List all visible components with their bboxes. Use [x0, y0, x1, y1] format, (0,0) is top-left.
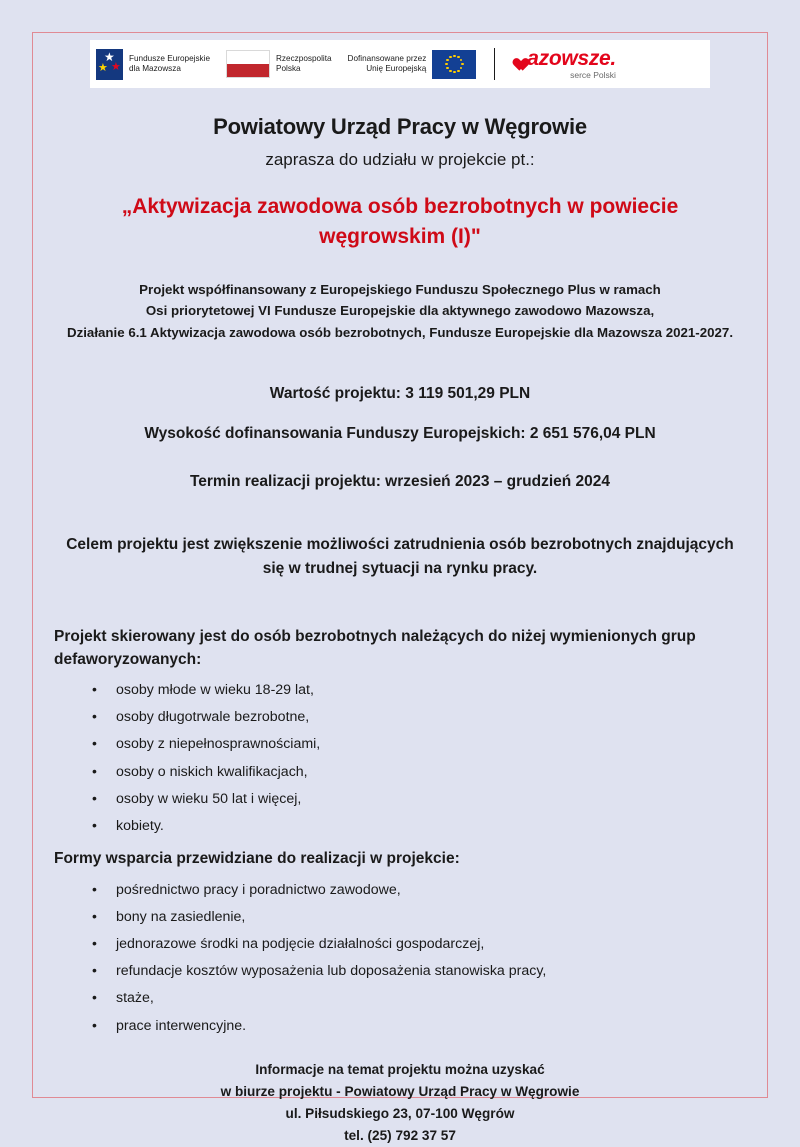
project-value: Wartość projektu: 3 119 501,29 PLN	[269, 385, 531, 403]
list-item: • refundacje kosztów wyposażenia lub doposażenia stanowiska pracy,	[116, 964, 756, 978]
invitation-line: zaprasza do udziału w projekcie pt.:	[265, 150, 535, 169]
list-item: • staże,	[116, 991, 756, 1005]
mazowsze-tagline: serce Polski	[570, 70, 616, 81]
logo-dofinansowane-ue	[348, 50, 477, 79]
funding-line-1: Projekt współfinansowany z Europejskiego Funduszu Społecznego Plus w ramach	[139, 281, 661, 297]
logo-rzeczpospolita-line2: Polska	[276, 64, 301, 73]
funding-line-2: Osi priorytetowej VI Fundusze Europejskie dla aktywnego zawodowo Mazowsza,	[145, 303, 655, 319]
project-title-line2: węgrowskim (I)"	[319, 225, 481, 249]
polish-flag-icon	[226, 50, 270, 78]
target-group-heading-line1: Projekt skierowany jest do osób bezrobotnych należących do niżej wymienionych grup	[54, 627, 696, 645]
target-group-list	[44, 683, 756, 833]
project-title-line1: „Aktywizacja zawodowa osób bezrobotnych w powiecie	[121, 195, 679, 218]
list-item: • bony na zasiedlenie,	[116, 910, 756, 924]
list-item: • osoby długotrwale bezrobotne,	[116, 710, 756, 724]
contact-address: ul. Piłsudskiego 23, 07-100 Węgrów	[285, 1105, 515, 1121]
logo-fundusze-line1: Fundusze Europejskie	[129, 53, 211, 63]
list-item: • osoby w wieku 50 lat i więcej,	[116, 792, 756, 806]
funding-line-3: Działanie 6.1 Aktywizacja zawodowa osób bezrobotnych, Fundusze Europejskie dla Mazowsza 2021-2027.	[66, 324, 734, 340]
list-item: • prace interwencyjne.	[116, 1019, 756, 1033]
cofinancing-amount: Wysokość dofinansowania Funduszy Europejskich: 2 651 576,04 PLN	[144, 425, 656, 443]
list-item: • jednorazowe środki na podjęcie działalności gospodarczej,	[116, 937, 756, 951]
logo-rzeczpospolita-caption	[276, 54, 332, 75]
list-item: • osoby o niskich kwalifikacjach,	[116, 765, 756, 779]
contact-line-1: Informacje na temat projektu można uzyskać	[255, 1061, 545, 1077]
project-title	[44, 192, 756, 253]
mazowsze-wordmark	[509, 48, 616, 69]
mazowsze-heart-icon	[509, 51, 526, 67]
eu-funding-logo-bar	[90, 40, 710, 88]
project-goal-line2: się w trudnej sytuacji na rynku pracy.	[262, 560, 538, 578]
logo-dofinansowane-line2: Unię Europejską	[366, 64, 427, 73]
logo-fundusze-europejskie	[96, 49, 210, 80]
organization-title: Powiatowy Urząd Pracy w Węgrowie	[213, 114, 587, 139]
logo-dofinansowane-caption	[348, 54, 427, 75]
list-item: • kobiety.	[116, 819, 756, 833]
poster-content	[32, 32, 768, 1143]
funding-description	[44, 279, 756, 344]
logo-mazowsze	[509, 48, 616, 80]
target-group-heading	[44, 625, 756, 672]
logo-bar-divider	[494, 48, 495, 80]
list-item: • osoby z niepełnosprawnościami,	[116, 737, 756, 751]
eu-flag-icon	[432, 50, 476, 79]
project-goal-line1: Celem projektu jest zwiększenie możliwości zatrudnienia osób bezrobotnych znajdujących	[66, 536, 734, 554]
eu-funds-stars-icon: ★ ★ ★	[96, 49, 123, 80]
support-forms-list	[44, 883, 756, 1033]
logo-fundusze-caption	[129, 54, 210, 75]
mazowsze-wordmark-text: azowsze.	[527, 47, 616, 71]
project-period: Termin realizacji projektu: wrzesień 2023 – grudzień 2024	[189, 473, 611, 491]
logo-rzeczpospolita-polska	[226, 50, 332, 78]
contact-line-2: w biurze projektu - Powiatowy Urząd Pracy w Węgrowie	[220, 1083, 580, 1099]
support-forms-heading: Formy wsparcia przewidziane do realizacji w projekcie:	[54, 850, 460, 868]
list-item: • pośrednictwo pracy i poradnictwo zawodowe,	[116, 883, 756, 897]
logo-fundusze-line2: dla Mazowsza	[129, 64, 181, 73]
logo-rzeczpospolita-line1: Rzeczpospolita	[276, 53, 332, 63]
list-item: • osoby młode w wieku 18-29 lat,	[116, 683, 756, 697]
contact-phone: tel. (25) 792 37 57	[344, 1127, 456, 1143]
logo-dofinansowane-line1: Dofinansowane przez	[347, 53, 427, 63]
contact-footer	[44, 1059, 756, 1147]
project-goal	[44, 533, 756, 580]
target-group-heading-line2: defaworyzowanych:	[54, 650, 202, 668]
